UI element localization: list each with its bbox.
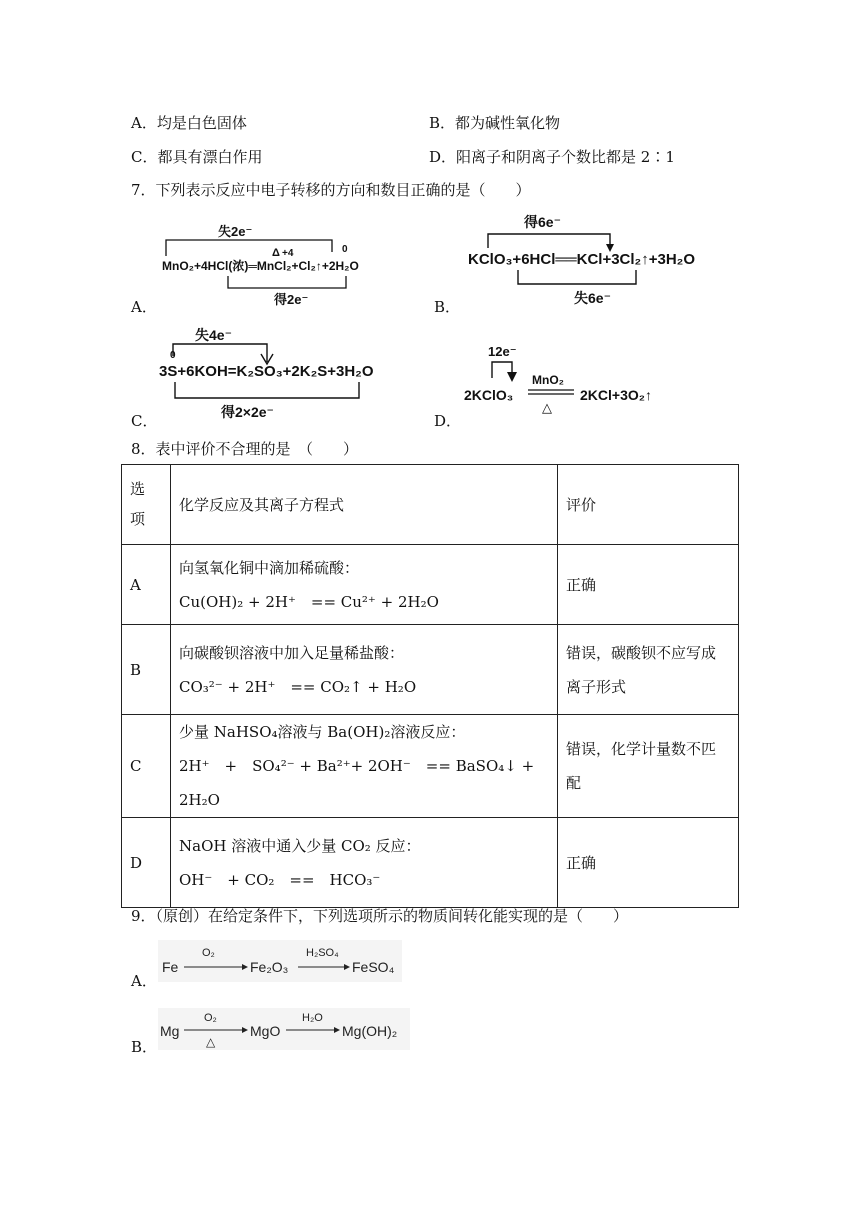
- row-equation: 2H⁺ + SO₄²⁻ + Ba²⁺+ 2OH⁻ == BaSO₄↓ + 2H₂O: [179, 757, 535, 809]
- q7a-top-label: 失2e⁻: [218, 224, 253, 239]
- row-equation: OH⁻ + CO₂ == HCO₃⁻: [179, 870, 381, 889]
- row-option: A: [122, 545, 171, 625]
- q9a-reagent-2: H₂SO₄: [306, 947, 339, 959]
- q9b-heat: △: [206, 1035, 216, 1049]
- row-reaction: [171, 715, 558, 818]
- table-row: [122, 625, 739, 715]
- q7-label-d: D．: [434, 412, 462, 430]
- q9b-reagent-2: H₂O: [302, 1012, 323, 1024]
- q7a-bottom-label: 得2e⁻: [274, 292, 309, 307]
- q7d-catalyst: MnO₂: [532, 373, 564, 387]
- q9b-mg: Mg: [160, 1023, 180, 1039]
- row-description: 向碳酸钡溶液中加入足量稀盐酸：: [179, 643, 405, 662]
- q8-stem: 8．表中评价不合理的是 （ ）: [131, 440, 359, 458]
- q9a-feso4: FeSO₄: [352, 959, 395, 975]
- table-row: [122, 818, 739, 908]
- q9-label-b: B．: [131, 1038, 158, 1056]
- row-evaluation: 错误，化学计量数不匹配: [558, 715, 739, 818]
- row-description: NaOH 溶液中通入少量 CO₂ 反应：: [179, 836, 421, 855]
- q7c-s-oxidation: 0: [170, 350, 176, 361]
- q7a-cl-oxidation: 0: [342, 244, 348, 255]
- q7d-product: 2KCl+3O₂↑: [580, 387, 652, 403]
- q9-label-a: A．: [131, 972, 157, 990]
- header-option: 选项: [122, 465, 171, 545]
- q9-scheme-a: [158, 940, 402, 982]
- q6-option-b: B．都为碱性氧化物: [429, 114, 561, 132]
- table-row: [122, 545, 739, 625]
- q9-scheme-b: [158, 1008, 410, 1050]
- q7-figure-d: [462, 340, 682, 420]
- evaluation-table: [121, 464, 739, 908]
- q6-option-d: D．阳离子和阴离子个数比都是 2∶1: [429, 148, 675, 166]
- row-equation: CO₃²⁻ + 2H⁺ == CO₂↑ + H₂O: [179, 677, 417, 696]
- q7d-top-label: 12e⁻: [488, 344, 517, 359]
- q7a-mn-oxidation: +4: [282, 248, 294, 259]
- row-evaluation: 错误，碳酸钡不应写成离子形式: [558, 625, 739, 715]
- header-reaction: 化学反应及其离子方程式: [171, 465, 558, 545]
- row-description: 少量 NaHSO₄溶液与 Ba(OH)₂溶液反应：: [179, 723, 466, 741]
- q7-stem: 7．下列表示反应中电子转移的方向和数目正确的是（ ）: [131, 181, 531, 199]
- q9b-mgoh2: Mg(OH)₂: [342, 1023, 398, 1039]
- row-reaction: [171, 818, 558, 908]
- q7d-reactant: 2KClO₃: [464, 387, 514, 403]
- q7-label-a: A．: [131, 298, 157, 316]
- q9a-fe2o3: Fe₂O₃: [250, 959, 289, 975]
- q9b-mgo: MgO: [250, 1023, 281, 1039]
- header-evaluation: 评价: [558, 465, 739, 545]
- q7c-top-label: 失4e⁻: [195, 327, 232, 343]
- q9a-fe: Fe: [162, 959, 179, 975]
- q7-figure-a: [160, 222, 410, 308]
- q6-option-a: A．均是白色固体: [131, 114, 247, 132]
- row-evaluation: 正确: [558, 545, 739, 625]
- q7-figure-c: [155, 322, 405, 422]
- q7c-equation: 3S+6KOH=K₂SO₃+2K₂S+3H₂O: [159, 363, 374, 380]
- q7-figure-b: [466, 210, 726, 308]
- q7c-bottom-label: 得2×2e⁻: [221, 404, 274, 420]
- q9b-reagent-1: O₂: [204, 1012, 217, 1024]
- row-reaction: [171, 545, 558, 625]
- q7b-bottom-label: 失6e⁻: [574, 290, 611, 306]
- q6-option-c: C．都具有漂白作用: [131, 148, 263, 166]
- table-header-row: [122, 465, 739, 545]
- q7-label-c: C．: [131, 412, 158, 430]
- row-description: 向氢氧化铜中滴加稀硫酸：: [179, 558, 360, 577]
- q7b-top-label: 得6e⁻: [524, 214, 561, 230]
- q7-label-b: B．: [434, 298, 461, 316]
- row-option: B: [122, 625, 171, 715]
- q9a-reagent-1: O₂: [202, 947, 215, 959]
- row-evaluation: 正确: [558, 818, 739, 908]
- q7a-heat: Δ: [272, 247, 280, 259]
- row-option: C: [122, 715, 171, 818]
- row-reaction: [171, 625, 558, 715]
- row-equation: Cu(OH)₂ + 2H⁺ == Cu²⁺ + 2H₂O: [179, 592, 439, 611]
- q7a-equation: MnO₂+4HCl(浓)═MnCl₂+Cl₂↑+2H₂O: [162, 259, 359, 273]
- table-row: [122, 715, 739, 818]
- q9-stem: 9．（原创）在给定条件下，下列选项所示的物质间转化能实现的是（ ）: [131, 907, 629, 925]
- q7b-equation: KClO₃+6HCl══KCl+3Cl₂↑+3H₂O: [468, 251, 695, 268]
- row-option: D: [122, 818, 171, 908]
- q7d-heat: △: [542, 400, 552, 415]
